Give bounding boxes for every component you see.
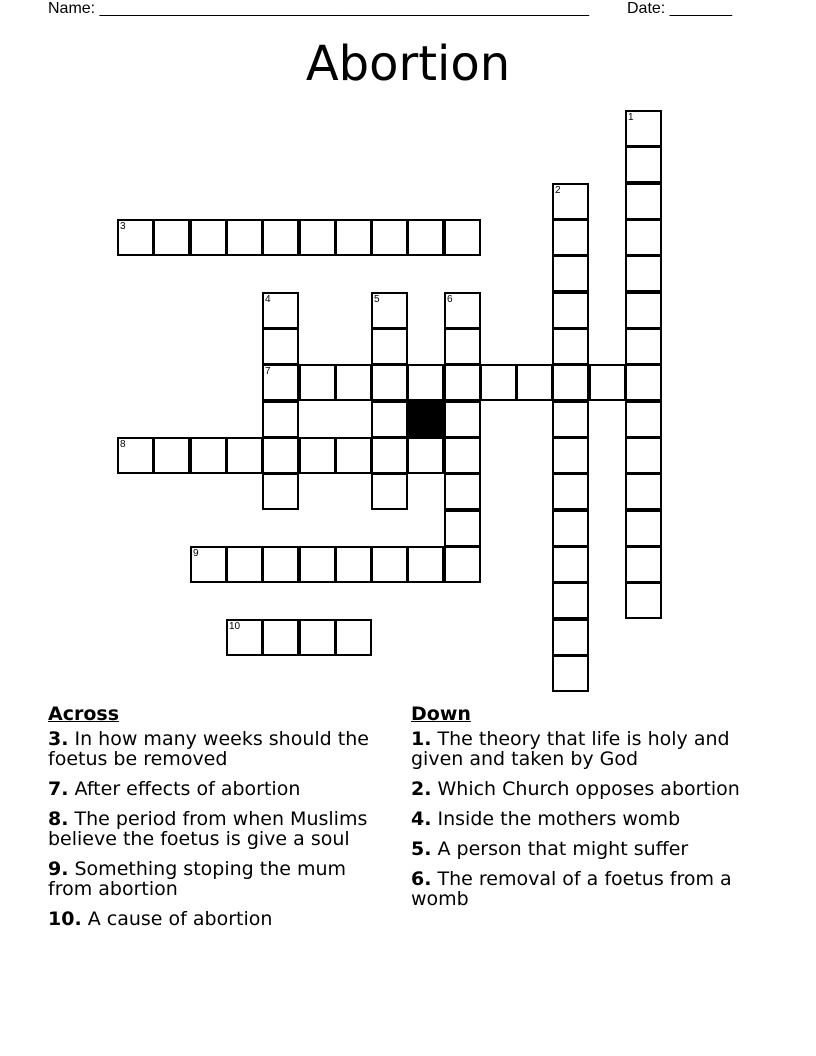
crossword-cell[interactable] (625, 546, 662, 583)
crossword-cell[interactable] (552, 328, 589, 365)
cell-number: 7 (265, 366, 271, 377)
crossword-cell[interactable] (407, 546, 444, 583)
crossword-cell[interactable] (625, 255, 662, 292)
cell-number: 5 (374, 294, 380, 305)
crossword-cell[interactable] (444, 328, 481, 365)
across-clue (48, 909, 388, 929)
crossword-cell[interactable] (444, 437, 481, 474)
page-title: Abortion (305, 36, 511, 92)
crossword-cell[interactable] (552, 473, 589, 510)
name-field-label: Name: _______________________________________________________ (48, 0, 589, 17)
cell-number: 9 (193, 548, 199, 559)
crossword-cell[interactable] (371, 292, 408, 329)
crossword-cell[interactable] (262, 437, 299, 474)
crossword-cell[interactable] (552, 219, 589, 256)
across-clues (48, 702, 388, 939)
crossword-cell[interactable] (407, 437, 444, 474)
crossword-cell[interactable] (625, 401, 662, 438)
crossword-cell[interactable] (625, 510, 662, 547)
crossword-cell[interactable] (190, 437, 227, 474)
crossword-cell[interactable] (516, 364, 553, 401)
crossword-cell[interactable] (262, 292, 299, 329)
crossword-cell[interactable] (625, 364, 662, 401)
crossword-cell[interactable] (190, 546, 227, 583)
crossword-cell[interactable] (625, 219, 662, 256)
crossword-cell[interactable] (371, 364, 408, 401)
clue-text: Inside the mothers womb (437, 808, 681, 830)
crossword-cell[interactable] (625, 146, 662, 183)
crossword-cell[interactable] (117, 437, 154, 474)
crossword-cell[interactable] (299, 437, 336, 474)
crossword-cell[interactable] (262, 401, 299, 438)
crossword-cell[interactable] (444, 401, 481, 438)
crossword-cell[interactable] (262, 328, 299, 365)
crossword-cell[interactable] (262, 364, 299, 401)
down-clue (411, 809, 741, 829)
crossword-cell[interactable] (444, 510, 481, 547)
clue-text: The removal of a foetus from a womb (411, 868, 732, 910)
crossword-cell[interactable] (625, 473, 662, 510)
crossword-cell[interactable] (552, 655, 589, 692)
clue-text: A cause of abortion (87, 908, 273, 930)
crossword-cell[interactable] (552, 401, 589, 438)
crossword-cell[interactable] (552, 292, 589, 329)
date-field-label: Date: _______ (627, 0, 732, 17)
crossword-cell[interactable] (153, 437, 190, 474)
crossword-cell[interactable] (625, 110, 662, 147)
crossword-cell[interactable] (335, 619, 372, 656)
crossword-cell[interactable] (444, 219, 481, 256)
crossword-cell[interactable] (335, 437, 372, 474)
clue-number: 6. (411, 868, 432, 890)
crossword-cell[interactable] (407, 219, 444, 256)
clue-number: 1. (411, 728, 432, 750)
black-cell (407, 401, 444, 438)
down-clue (411, 779, 741, 799)
crossword-cell[interactable] (190, 219, 227, 256)
crossword-cell[interactable] (625, 292, 662, 329)
crossword-cell[interactable] (625, 437, 662, 474)
crossword-cell[interactable] (299, 546, 336, 583)
down-clue (411, 869, 741, 909)
crossword-cell[interactable] (480, 364, 517, 401)
cell-number: 2 (555, 185, 561, 196)
crossword-cell[interactable] (371, 219, 408, 256)
cell-number: 3 (120, 221, 126, 232)
crossword-cell[interactable] (335, 219, 372, 256)
crossword-cell[interactable] (625, 183, 662, 220)
crossword-cell[interactable] (444, 292, 481, 329)
crossword-cell[interactable] (444, 364, 481, 401)
crossword-cell[interactable] (552, 510, 589, 547)
crossword-cell[interactable] (371, 328, 408, 365)
across-clue (48, 729, 388, 769)
crossword-cell[interactable] (153, 219, 190, 256)
crossword-cell[interactable] (335, 546, 372, 583)
down-clue (411, 729, 741, 769)
across-clue (48, 779, 388, 799)
clue-number: 3. (48, 728, 69, 750)
clue-text: A person that might suffer (437, 838, 689, 860)
down-clues (411, 702, 741, 919)
cell-number: 10 (229, 621, 241, 632)
crossword-cell[interactable] (226, 219, 263, 256)
crossword-cell[interactable] (226, 619, 263, 656)
crossword-cell[interactable] (552, 183, 589, 220)
crossword-cell[interactable] (226, 437, 263, 474)
clue-number: 2. (411, 778, 432, 800)
clue-number: 4. (411, 808, 432, 830)
across-heading: Across (48, 703, 120, 725)
clue-number: 7. (48, 778, 69, 800)
crossword-cell[interactable] (371, 473, 408, 510)
clue-number: 8. (48, 808, 69, 830)
clue-text: Which Church opposes abortion (437, 778, 740, 800)
crossword-cell[interactable] (552, 364, 589, 401)
cell-number: 4 (265, 294, 271, 305)
crossword-cell[interactable] (589, 364, 626, 401)
crossword-cell[interactable] (335, 364, 372, 401)
clue-text: Something stoping the mum from abortion (48, 858, 347, 900)
crossword-cell[interactable] (262, 546, 299, 583)
crossword-cell[interactable] (262, 619, 299, 656)
across-clue (48, 809, 388, 849)
crossword-cell[interactable] (552, 546, 589, 583)
down-clue (411, 839, 741, 859)
crossword-cell[interactable] (444, 473, 481, 510)
crossword-cell[interactable] (625, 328, 662, 365)
clue-text: The theory that life is holy and given and taken by God (411, 728, 730, 770)
crossword-cell[interactable] (371, 437, 408, 474)
cell-number: 1 (628, 112, 634, 123)
crossword-cell[interactable] (625, 582, 662, 619)
cell-number: 6 (447, 294, 453, 305)
crossword-cell[interactable] (299, 219, 336, 256)
crossword-cell[interactable] (552, 619, 589, 656)
clue-text: After effects of abortion (74, 778, 301, 800)
crossword-cell[interactable] (552, 582, 589, 619)
crossword-cell[interactable] (226, 546, 263, 583)
across-clue (48, 859, 388, 899)
clue-number: 10. (48, 908, 82, 930)
crossword-cell[interactable] (117, 219, 154, 256)
crossword-cell[interactable] (262, 219, 299, 256)
clue-number: 9. (48, 858, 69, 880)
crossword-cell[interactable] (371, 401, 408, 438)
crossword-cell[interactable] (444, 546, 481, 583)
clue-number: 5. (411, 838, 432, 860)
crossword-cell[interactable] (552, 437, 589, 474)
crossword-cell[interactable] (299, 364, 336, 401)
crossword-cell[interactable] (262, 473, 299, 510)
clue-text: In how many weeks should the foetus be removed (48, 728, 369, 770)
crossword-cell[interactable] (407, 364, 444, 401)
crossword-cell[interactable] (299, 619, 336, 656)
clue-text: The period from when Muslims believe the foetus is give a soul (48, 808, 368, 850)
crossword-cell[interactable] (371, 546, 408, 583)
crossword-cell[interactable] (552, 255, 589, 292)
down-heading: Down (411, 703, 471, 725)
cell-number: 8 (120, 439, 126, 450)
